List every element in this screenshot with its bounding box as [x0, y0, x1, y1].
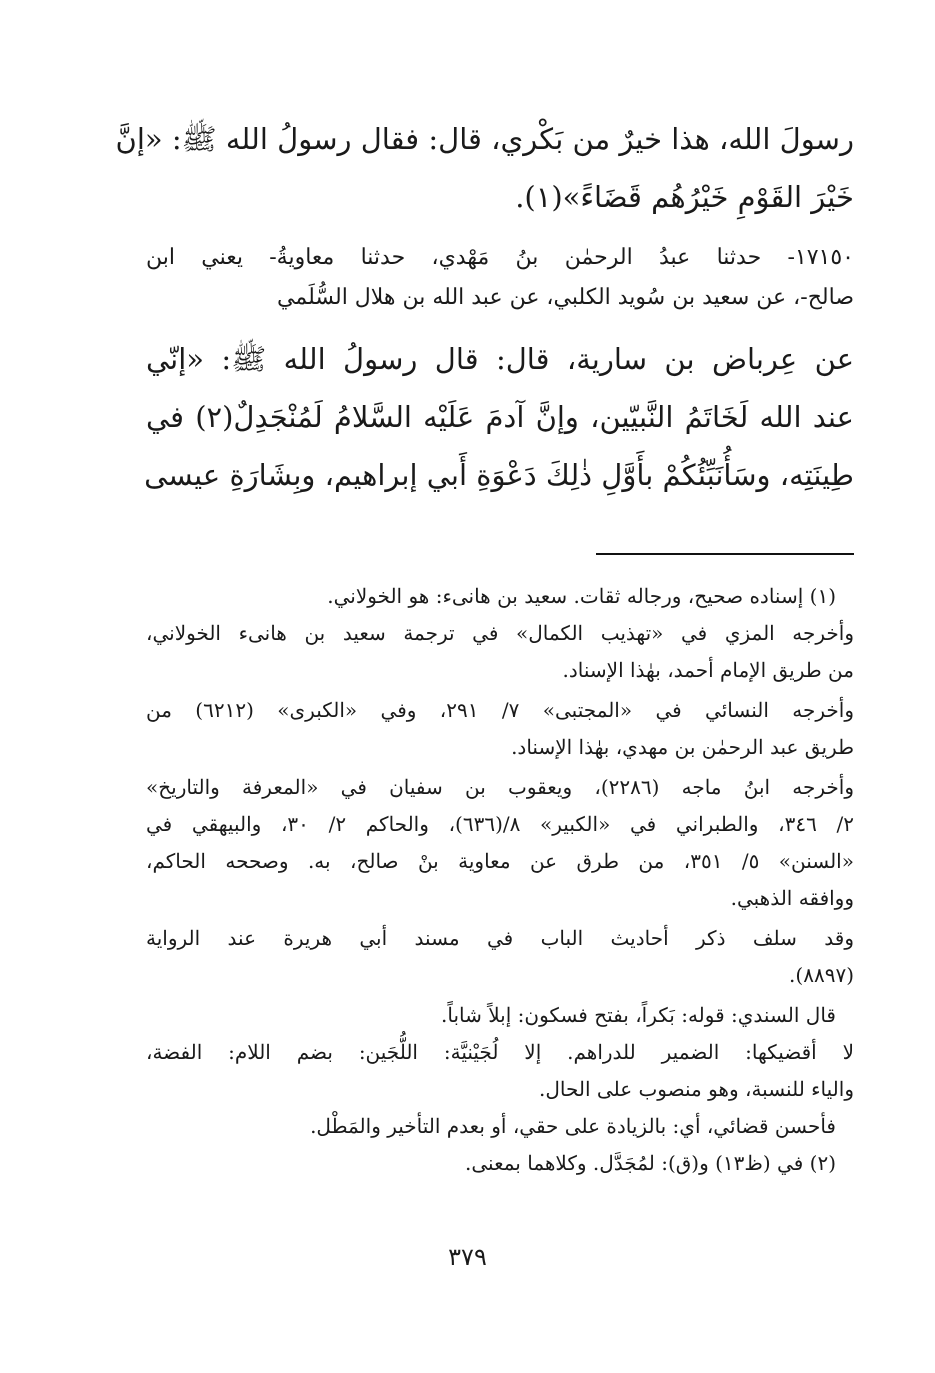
footnote-line: (٨٨٩٧). [789, 963, 854, 987]
paragraph-gap [146, 318, 854, 330]
footnote-line: طريق عبد الرحمٰن بن مهدي، بهٰذا الإسناد. [511, 735, 854, 759]
footnotes [146, 578, 854, 1182]
footnote-separator [596, 553, 854, 555]
footnote-line: وأخرجه المزي في «تهذيب الكمال» في ترجمة سعيد بن هانىء الخولاني، [146, 621, 854, 645]
page-number: ٣٧٩ [448, 1243, 487, 1271]
hadith-matn-line: طِينَتِه، وسَأُنَبِّئُكُمْ بأَوَّلِ ذٰلِكَ دَعْوَةِ أَبي إبراهيم، وبِشَارَةِ عيسى [144, 458, 854, 492]
footnote-line: وقد سلف ذكر أحاديث الباب في مسند أبي هريرة عند الرواية [146, 926, 854, 950]
footnote-line: وأخرجه النسائي في «المجتبى» ٧/ ٢٩١، وفي «الكبرى» (٦٢١٢) من [146, 698, 854, 722]
paragraph-gap [146, 226, 854, 238]
footnote-line: فأحسن قضائي، أي: بالزيادة على حقي، أو بعدم التأخير والمَطْل. [310, 1114, 836, 1138]
footnote-line: من طريق الإمام أحمد، بهٰذا الإسناد. [562, 658, 854, 682]
hadith-matn-line: عند الله لَخَاتَمُ النَّبيّين، وإنَّ آدمَ عَلَيْه السَّلامُ لَمُنْجَدِلٌ(٢) في [146, 400, 854, 434]
footnote-line: ووافقه الذهبي. [730, 886, 854, 910]
main-text-line: رسولَ الله، هذا خيرٌ من بَكْري، قال: فقال رسولُ الله ﷺ: «إنَّ [115, 122, 854, 156]
footnote-line: قال السندي: قوله: بَكراً، بفتح فسكون: إبلاً شاباً. [441, 1003, 836, 1027]
footnote-line: والياء للنسبة، وهو منصوب على الحال. [539, 1077, 854, 1101]
footnote-line: وأخرجه ابنُ ماجه (٢٢٨٦)، ويعقوب بن سفيان في «المعرفة والتاريخ» [146, 775, 854, 799]
footnote-line: (٢) في (ظ١٣) و(ق): لمُجَدَّل. وكلاهما بمعنى. [465, 1151, 836, 1175]
footnote-line: «السنن» ٥/ ٣٥١، من طرق عن معاوية بنْ صالح، به. وصححه الحاكم، [146, 849, 854, 873]
footnote-line: (١) إسناده صحيح، ورجاله ثقات. سعيد بن هانىء: هو الخولاني. [327, 584, 836, 608]
footnote-line: لا أقضيكها: الضمير للدراهم. إلا لُجَيْنيَّة: اللُّجَين: بضم اللام: الفضة، [146, 1040, 854, 1064]
footnote-line: ٢/ ٣٤٦، والطبراني في «الكبير» ٨/(٦٣٦)، والحاكم ٢/ ٣٠، والبيهقي في [146, 812, 854, 836]
hadith-isnad-line: ١٧١٥٠- حدثنا عبدُ الرحمٰن بنُ مَهْدي، حدثنا معاويةُ- يعني ابن [146, 245, 854, 270]
hadith-matn-line: عن عِرباض بن سارية، قال: قال رسولُ الله ﷺ: «إنّي [146, 342, 854, 376]
main-text [115, 110, 854, 504]
main-text-line: خَيْرَ القَوْمِ خَيْرُهُم قَضَاءً»(١). [515, 180, 854, 214]
hadith-isnad-line: صالح-، عن سعيد بن سُويد الكلبي، عن عبد الله بن هلال السُّلَمي [277, 285, 854, 310]
